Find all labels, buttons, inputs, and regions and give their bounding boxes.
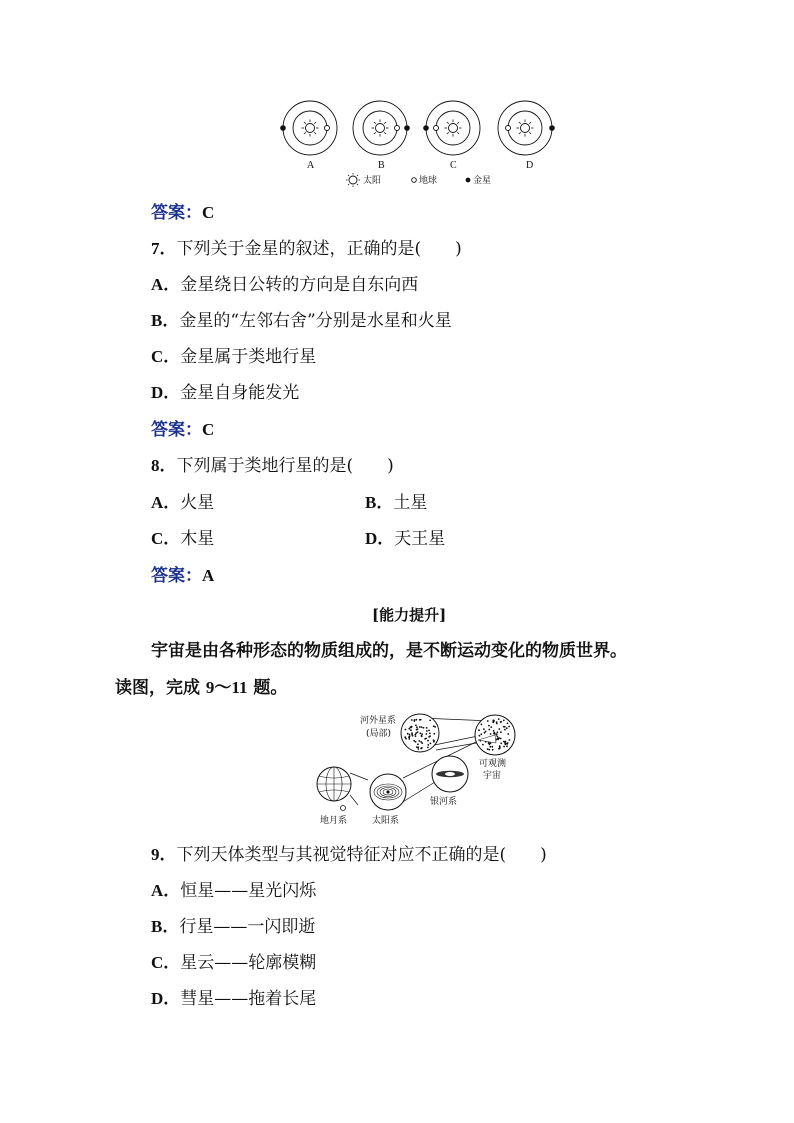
star-dot bbox=[508, 726, 510, 728]
option-text: 金星自身能发光 bbox=[180, 383, 300, 403]
label-other-galaxies: 河外星系 bbox=[360, 716, 397, 726]
star-dot bbox=[433, 725, 435, 727]
question-8-stem bbox=[151, 456, 394, 476]
legend-sun bbox=[346, 173, 381, 187]
question-9-option-c bbox=[151, 953, 316, 973]
option-text: 金星的“左邻右舍”分别是水星和火星 bbox=[179, 311, 452, 331]
earth-moon-globe bbox=[317, 767, 351, 811]
question-8-option-b bbox=[365, 493, 427, 513]
star-dot bbox=[410, 729, 412, 731]
star-dot bbox=[428, 730, 430, 732]
star-dot bbox=[421, 735, 423, 737]
star-dot bbox=[492, 722, 494, 724]
answer-6 bbox=[151, 203, 214, 223]
star-dot bbox=[496, 733, 498, 735]
label-solar-system: 太阳系 bbox=[372, 816, 400, 826]
question-9-stem bbox=[151, 845, 547, 865]
star-dot bbox=[487, 748, 489, 750]
passage-line-1: 宇宙是由各种形态的物质组成的，是不断运动变化的物质世界。 bbox=[151, 641, 627, 661]
legend-venus-label: 金星 bbox=[473, 176, 492, 186]
venus-dot bbox=[549, 125, 555, 131]
figure-label-c: C bbox=[450, 160, 457, 171]
orbit-diagram-c bbox=[423, 101, 480, 155]
star-dot bbox=[507, 742, 509, 744]
star-dot bbox=[415, 735, 417, 737]
star-dot bbox=[507, 723, 509, 725]
option-text: 金星属于类地行星 bbox=[180, 347, 317, 367]
star-dot bbox=[503, 746, 505, 748]
venus-dot bbox=[423, 125, 429, 131]
star-dot bbox=[421, 747, 423, 749]
label-earth-moon: 地月系 bbox=[320, 816, 348, 826]
solar-system-disc bbox=[370, 774, 406, 810]
answer-value: A bbox=[202, 566, 215, 585]
star-dot bbox=[487, 720, 489, 722]
option-text: 天王星 bbox=[394, 529, 446, 549]
star-dot bbox=[488, 725, 490, 727]
sun-icon bbox=[306, 124, 315, 133]
star-dot bbox=[419, 719, 421, 721]
option-key: A． bbox=[151, 275, 181, 294]
label-other-galaxies-note: (局部) bbox=[366, 729, 392, 739]
option-key: B． bbox=[151, 311, 180, 330]
star-dot bbox=[493, 719, 495, 721]
star-dot bbox=[507, 733, 509, 735]
star-dot bbox=[423, 727, 425, 729]
option-key: B． bbox=[365, 493, 394, 512]
label-observable-2: 宇宙 bbox=[483, 771, 502, 781]
star-dot bbox=[506, 745, 508, 747]
star-dot bbox=[426, 730, 428, 732]
passage-line-2 bbox=[115, 678, 287, 698]
answer-label: 答案： bbox=[151, 420, 202, 440]
star-dot bbox=[405, 729, 407, 731]
moon-icon bbox=[341, 806, 346, 811]
star-dot bbox=[481, 724, 483, 726]
question-7-option-d bbox=[151, 383, 299, 403]
star-dot bbox=[490, 733, 492, 735]
star-dot bbox=[419, 733, 421, 735]
question-8-option-d bbox=[365, 529, 445, 549]
question-7-option-a bbox=[151, 275, 418, 295]
star-dot bbox=[433, 741, 435, 743]
star-dot bbox=[415, 724, 417, 726]
star-dot bbox=[417, 746, 419, 748]
question-text: 下列关于金星的叙述，正确的是( ) bbox=[176, 239, 462, 259]
passage-range: 9～11 bbox=[205, 678, 248, 697]
star-dot bbox=[410, 726, 412, 728]
option-text: 恒星——星光闪烁 bbox=[180, 881, 317, 901]
star-dot bbox=[497, 731, 499, 733]
star-dot bbox=[417, 748, 419, 750]
star-dot bbox=[497, 739, 499, 741]
star-dot bbox=[427, 744, 429, 746]
option-text: 火星 bbox=[180, 493, 215, 513]
star-dot bbox=[488, 749, 490, 751]
star-dot bbox=[483, 728, 485, 730]
option-text: 土星 bbox=[393, 493, 428, 513]
earth-dot bbox=[434, 126, 439, 131]
star-dot bbox=[484, 732, 486, 734]
option-key: D． bbox=[151, 989, 181, 1008]
star-dot bbox=[428, 736, 430, 738]
star-dot bbox=[500, 721, 502, 723]
option-key: B． bbox=[151, 917, 180, 936]
option-key: A． bbox=[151, 881, 181, 900]
option-text: 彗星——拖着长尾 bbox=[180, 989, 317, 1009]
passage-prefix: 读图，完成 bbox=[115, 678, 206, 698]
star-dot bbox=[427, 747, 429, 749]
question-7-option-c bbox=[151, 347, 316, 367]
star-dot bbox=[415, 732, 417, 734]
star-dot bbox=[497, 736, 499, 738]
answer-label: 答案： bbox=[151, 566, 202, 586]
orbit-diagram-b bbox=[353, 101, 410, 155]
question-9-option-d bbox=[151, 989, 316, 1009]
star-dot bbox=[479, 735, 481, 737]
inner-orbit bbox=[363, 111, 397, 145]
star-dot bbox=[421, 726, 423, 728]
star-dot bbox=[489, 746, 491, 748]
question-8-option-c bbox=[151, 529, 214, 549]
earth-dot bbox=[325, 126, 330, 131]
star-dot bbox=[500, 742, 502, 744]
option-key: C． bbox=[151, 529, 181, 548]
star-dot bbox=[505, 744, 507, 746]
legend-earth bbox=[412, 174, 437, 186]
passage-suffix: 题。 bbox=[247, 678, 288, 698]
star-dot bbox=[490, 726, 492, 728]
option-text: 星云——轮廓模糊 bbox=[180, 953, 317, 973]
label-milky-way: 银河系 bbox=[430, 797, 458, 807]
sun-icon bbox=[521, 124, 530, 133]
figure-label-d: D bbox=[526, 160, 534, 171]
star-dot bbox=[493, 732, 495, 734]
star-dot bbox=[409, 734, 411, 736]
inner-orbit bbox=[293, 111, 327, 145]
star-dot bbox=[493, 730, 495, 732]
inner-orbit bbox=[508, 111, 542, 145]
answer-7 bbox=[151, 420, 214, 440]
star-dot bbox=[418, 740, 420, 742]
star-dot bbox=[492, 749, 494, 751]
star-dot bbox=[500, 731, 502, 733]
milky-way-disc bbox=[432, 756, 468, 792]
section-title: [能力提升] bbox=[372, 606, 447, 624]
star-dot bbox=[414, 719, 416, 721]
observable-universe-disc bbox=[475, 715, 515, 755]
star-dot bbox=[488, 729, 490, 731]
star-dot bbox=[415, 719, 417, 721]
inner-orbit bbox=[436, 111, 470, 145]
star-dot bbox=[404, 736, 406, 738]
answer-8 bbox=[151, 566, 214, 586]
answer-value: C bbox=[202, 203, 215, 222]
option-key: D． bbox=[365, 529, 395, 548]
earth-dot bbox=[395, 126, 400, 131]
celestial-system-figure bbox=[310, 710, 535, 830]
other-galaxies-disc bbox=[401, 714, 439, 752]
star-dot bbox=[409, 735, 411, 737]
question-text: 下列天体类型与其视觉特征对应不正确的是( ) bbox=[176, 845, 547, 865]
star-dot bbox=[424, 738, 426, 740]
question-7-stem bbox=[151, 239, 462, 259]
star-dot bbox=[411, 734, 413, 736]
label-observable-1: 可观测 bbox=[479, 759, 507, 769]
star-dot bbox=[478, 729, 480, 731]
sun-icon bbox=[449, 124, 458, 133]
star-dot bbox=[408, 728, 410, 730]
question-text: 下列属于类地行星的是( ) bbox=[176, 456, 394, 476]
orbit-diagram-d bbox=[498, 101, 555, 155]
star-dot bbox=[506, 727, 508, 729]
question-number: 9． bbox=[151, 845, 177, 864]
legend-sun-label: 太阳 bbox=[363, 176, 382, 186]
star-dot bbox=[498, 728, 500, 730]
sun-icon bbox=[376, 124, 385, 133]
star-dot bbox=[420, 741, 422, 743]
venus-dot bbox=[404, 125, 410, 131]
star-dot bbox=[509, 739, 511, 741]
star-dot bbox=[491, 746, 493, 748]
option-text: 行星——一闪即逝 bbox=[179, 917, 316, 937]
question-number: 7． bbox=[151, 239, 177, 258]
answer-value: C bbox=[202, 420, 215, 439]
star-dot bbox=[407, 733, 409, 735]
figure-label-b: B bbox=[378, 160, 385, 171]
star-dot bbox=[419, 726, 421, 728]
option-key: C． bbox=[151, 953, 181, 972]
legend-venus bbox=[466, 174, 491, 186]
star-dot bbox=[503, 720, 505, 722]
question-9-option-b bbox=[151, 917, 315, 937]
star-dot bbox=[426, 727, 428, 729]
option-key: C． bbox=[151, 347, 181, 366]
star-dot bbox=[416, 726, 418, 728]
star-dot bbox=[433, 733, 435, 735]
star-dot bbox=[504, 729, 506, 731]
question-9-option-a bbox=[151, 881, 316, 901]
earth-dot bbox=[506, 126, 511, 131]
question-8-option-a bbox=[151, 493, 214, 513]
venus-dot bbox=[280, 125, 286, 131]
planet-position-figure bbox=[270, 92, 570, 192]
star-dot bbox=[503, 741, 505, 743]
star-dot bbox=[499, 747, 501, 749]
option-key: A． bbox=[151, 493, 181, 512]
star-dot bbox=[498, 718, 500, 720]
star-dot bbox=[417, 743, 419, 745]
star-dot bbox=[482, 744, 484, 746]
star-dot bbox=[480, 733, 482, 735]
star-dot bbox=[426, 733, 428, 735]
star-dot bbox=[427, 740, 429, 742]
question-7-option-b bbox=[151, 311, 452, 331]
star-dot bbox=[429, 733, 431, 735]
answer-label: 答案： bbox=[151, 203, 202, 223]
figure-label-a: A bbox=[307, 160, 315, 171]
option-key: D． bbox=[151, 383, 181, 402]
star-dot bbox=[429, 720, 431, 722]
orbit-diagram-a bbox=[280, 101, 337, 155]
star-dot bbox=[496, 721, 498, 723]
option-text: 金星绕日公转的方向是自东向西 bbox=[180, 275, 419, 295]
question-number: 8． bbox=[151, 456, 177, 475]
legend-earth-label: 地球 bbox=[419, 176, 438, 186]
star-dot bbox=[503, 726, 505, 728]
option-text: 木星 bbox=[180, 529, 215, 549]
star-dot bbox=[415, 741, 417, 743]
star-dot bbox=[416, 729, 418, 731]
star-dot bbox=[411, 719, 413, 721]
star-dot bbox=[421, 733, 423, 735]
star-dot bbox=[430, 743, 432, 745]
